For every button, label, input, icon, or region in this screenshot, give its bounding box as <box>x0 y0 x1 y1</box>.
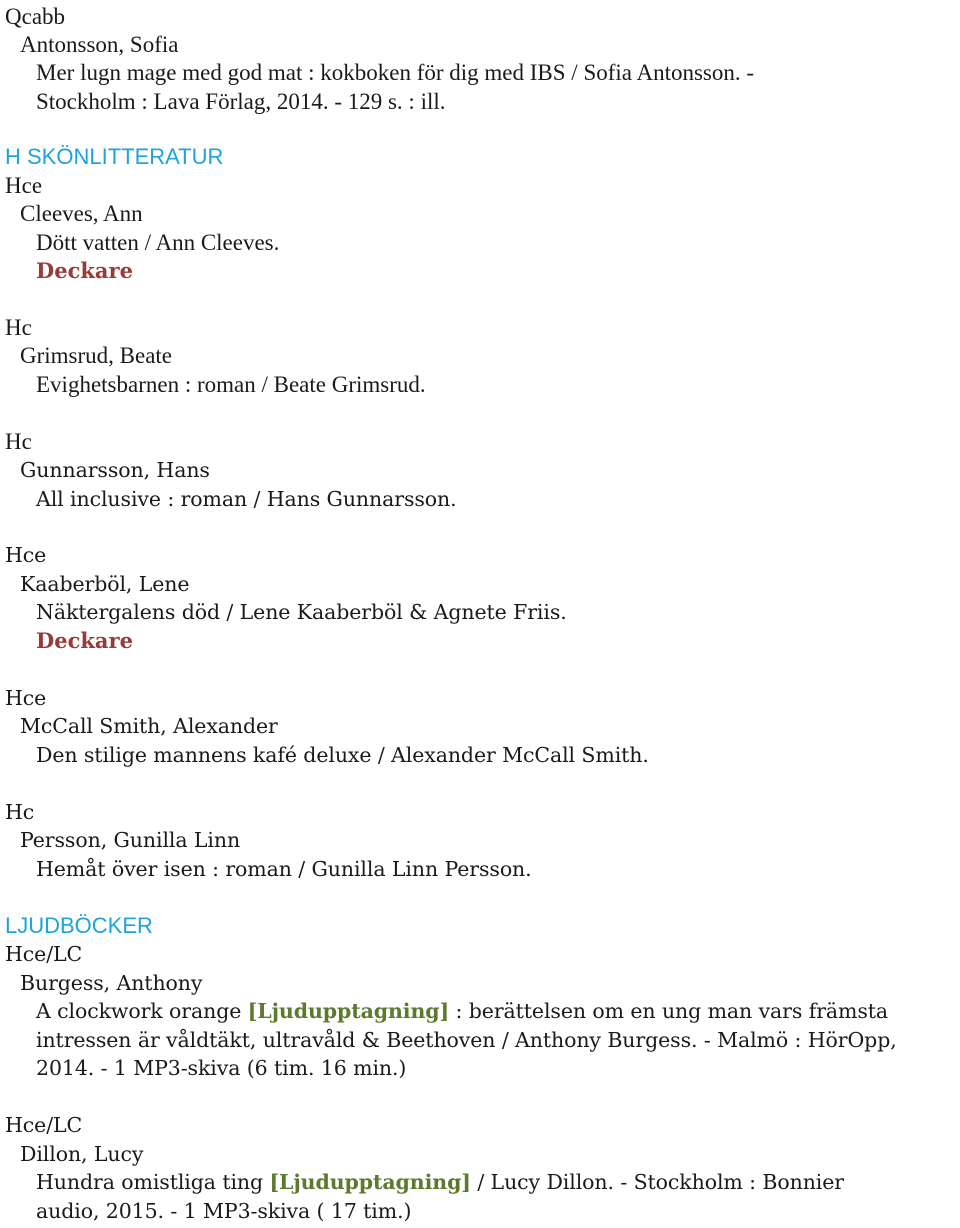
genre-label: Deckare <box>36 258 133 283</box>
title-line: Evighetsbarnen : roman / Beate Grimsrud. <box>36 372 426 397</box>
section-heading: H SKÖNLITTERATUR <box>5 144 224 169</box>
title-line: All inclusive : roman / Hans Gunnarsson. <box>36 487 457 511</box>
title-line: Dött vatten / Ann Cleeves. <box>36 230 280 255</box>
genre-label: Deckare <box>36 628 133 653</box>
author-name: Burgess, Anthony <box>20 971 203 995</box>
classification-code: Hce <box>5 543 47 567</box>
title-text: : berättelsen om en ung man vars främsta <box>449 999 889 1023</box>
classification-code: Hc <box>5 429 32 454</box>
classification-code: Hce <box>5 173 43 198</box>
title-line <box>36 1168 844 1196</box>
title-line: Mer lugn mage med god mat : kokboken för dig med IBS / Sofia Antonsson. - <box>36 60 755 85</box>
classification-code: Hce/LC <box>5 942 83 966</box>
author-name: Kaaberböl, Lene <box>20 572 190 596</box>
classification-code: Hc <box>5 800 35 824</box>
title-line: 2014. - 1 MP3-skiva (6 tim. 16 min.) <box>36 1056 407 1080</box>
media-type-tag: [Ljudupptagning] <box>269 1170 471 1194</box>
title-text: A clockwork orange <box>36 999 248 1023</box>
title-line <box>36 997 888 1025</box>
title-line: audio, 2015. - 1 MP3-skiva ( 17 tim.) <box>36 1199 412 1223</box>
title-text: Hundra omistliga ting <box>36 1170 270 1194</box>
author-name: Gunnarsson, Hans <box>20 458 210 482</box>
title-line: Den stilige mannens kafé deluxe / Alexander McCall Smith. <box>36 743 649 767</box>
classification-code: Hce <box>5 686 47 710</box>
author-name: Grimsrud, Beate <box>20 343 173 368</box>
title-text: / Lucy Dillon. - Stockholm : Bonnier <box>470 1170 844 1194</box>
title-line: Hemåt över isen : roman / Gunilla Linn Persson. <box>36 857 532 881</box>
section-heading: LJUDBÖCKER <box>5 913 153 938</box>
title-line: Stockholm : Lava Förlag, 2014. - 129 s. : ill. <box>36 89 446 114</box>
media-type-tag: [Ljudupptagning] <box>247 999 450 1023</box>
author-name: Persson, Gunilla Linn <box>20 828 241 852</box>
author-name: Dillon, Lucy <box>20 1142 144 1166</box>
classification-code: Hc <box>5 315 32 340</box>
title-line: intressen är våldtäkt, ultravåld & Beethoven / Anthony Burgess. - Malmö : HörOpp, <box>36 1028 897 1052</box>
classification-code: Hce/LC <box>5 1113 83 1137</box>
author-name: McCall Smith, Alexander <box>20 714 278 738</box>
author-name: Antonsson, Sofia <box>20 32 179 57</box>
classification-code: Qcabb <box>5 4 66 29</box>
title-line: Näktergalens död / Lene Kaaberböl & Agnete Friis. <box>36 600 567 624</box>
author-name: Cleeves, Ann <box>20 201 143 226</box>
